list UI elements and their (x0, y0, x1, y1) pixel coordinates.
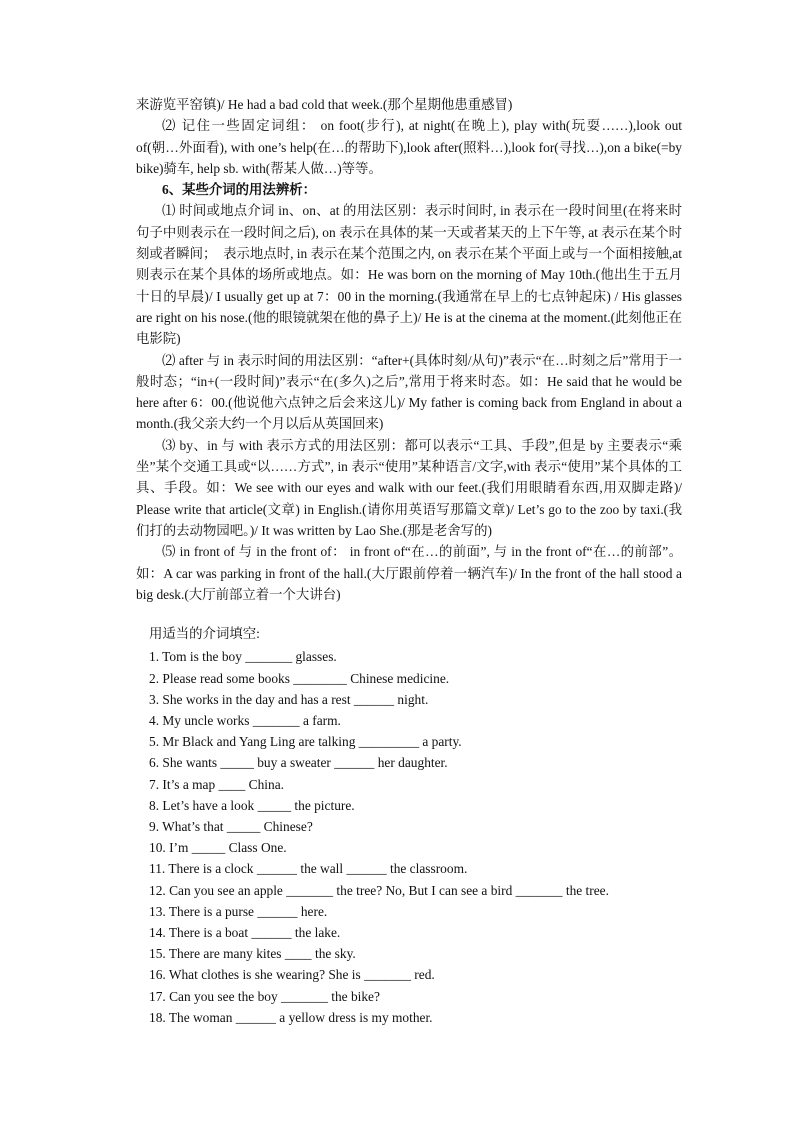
paragraph-continued: 来游览平窑镇)/ He had a bad cold that week.(那个星期他患重感冒) (136, 97, 513, 112)
exercise-title: 用适当的介词填空: (149, 626, 260, 642)
exercise-item: 6. She wants _____ buy a sweater ______ her daughter. (149, 755, 448, 771)
section-heading-6: 6、某些介词的用法辨析： (162, 182, 316, 198)
paragraph-by-in-with: ⑶ by、in 与 with 表示方式的用法区别：都可以表示“工具、手段”,但是 by 主要表示“乘坐”某个交通工具或“以……方式”, in 表示“使用”某种语言/文字,with 表示“使用”某个具体的工具、手段。如：We see with our eyes and walk with our feet.(我们用眼睛看东西,用双脚走路)/ Please write that article(文章) in English.(请你用英语写那篇文章)/ Let’s go to the zoo by taxi.(我们打的去动物园吧。)/ It was written by Lao She.(那是老舍写的) (136, 437, 682, 538)
exercise-item: 8. Let’s have a look _____ the picture. (149, 797, 355, 813)
exercise-item: 5. Mr Black and Yang Ling are talking _________ a party. (149, 734, 462, 750)
paragraph-in-on-at: ⑴ 时间或地点介词 in、on、at 的用法区别：表示时间时, in 表示在一段时间里(在将来时句子中则表示在一段时间之后), on 表示在具体的某一天或者某天的上下午等, at 表示在某个时刻或者瞬间； 表示地点时, in 表示在某个范围之内, on 表示在某个平面上或与一个面相接触,at 则表示在某个具体的场所或地点。如：He was born on the morning of May 10th.(他出生于五月十日的早晨)/ I usually get up at 7：00 in the morning.(我通常在早上的七点钟起床) / His glasses are right on his nose.(他的眼镜就架在他的鼻子上)/ He is at the cinema at the moment.(此刻他正在电影院) (136, 203, 682, 347)
exercise-item: 4. My uncle works _______ a farm. (149, 713, 341, 729)
exercise-item: 7. It’s a map ____ China. (149, 776, 285, 792)
exercise-section (136, 623, 682, 1028)
exercise-item: 9. What’s that _____ Chinese? (149, 819, 313, 835)
exercise-item: 13. There is a purse ______ here. (149, 903, 328, 919)
paragraph-fixed-phrases: ⑵ 记住一些固定词组： on foot(步行), at night(在晚上), play with(玩耍……),look out of(朝…外面看), with one’s help(在…的帮助下),look after(照料…),look for(寻找…),on a bike(=by bike)骑车, help sb. with(帮某人做…)等等。 (136, 118, 682, 176)
exercise-list (149, 646, 682, 1028)
exercise-item: 16. What clothes is she wearing? She is _______ red. (149, 967, 435, 983)
exercise-item: 12. Can you see an apple _______ the tree? No, But I can see a bird _______ the tree. (149, 882, 609, 898)
exercise-item: 17. Can you see the boy _______ the bike? (149, 988, 380, 1004)
document-page (136, 94, 682, 1028)
exercise-item: 15. There are many kites ____ the sky. (149, 946, 356, 962)
exercise-item: 2. Please read some books ________ Chinese medicine. (149, 670, 450, 686)
paragraph-in-front-of: ⑸ in front of 与 in the front of： in front of“在…的前面”, 与 in the front of“在…的前部”。如：A car was parking in front of the hall.(大厅跟前停着一辆汽车)/ In the front of the hall stood a big desk.(大厅前部立着一个大讲台) (136, 544, 682, 602)
exercise-item: 18. The woman ______ a yellow dress is my mother. (149, 1009, 433, 1025)
exercise-item: 14. There is a boat ______ the lake. (149, 925, 341, 941)
paragraph-after-in: ⑵ after 与 in 表示时间的用法区别：“after+(具体时刻/从句)”表示“在…时刻之后”常用于一般时态；“in+(一段时间)”表示“在(多久)之后”,常用于将来时态。如：He said that he would be here after 6：00.(他说他六点钟之后会来这儿)/ My father is coming back from England in about a month.(我父亲大约一个月以后从英国回来) (136, 352, 682, 432)
exercise-item: 3. She works in the day and has a rest ______ night. (149, 691, 429, 707)
exercise-item: 11. There is a clock ______ the wall ______ the classroom. (149, 861, 468, 877)
exercise-item: 1. Tom is the boy _______ glasses. (149, 649, 337, 665)
exercise-item: 10. I’m _____ Class One. (149, 840, 287, 856)
